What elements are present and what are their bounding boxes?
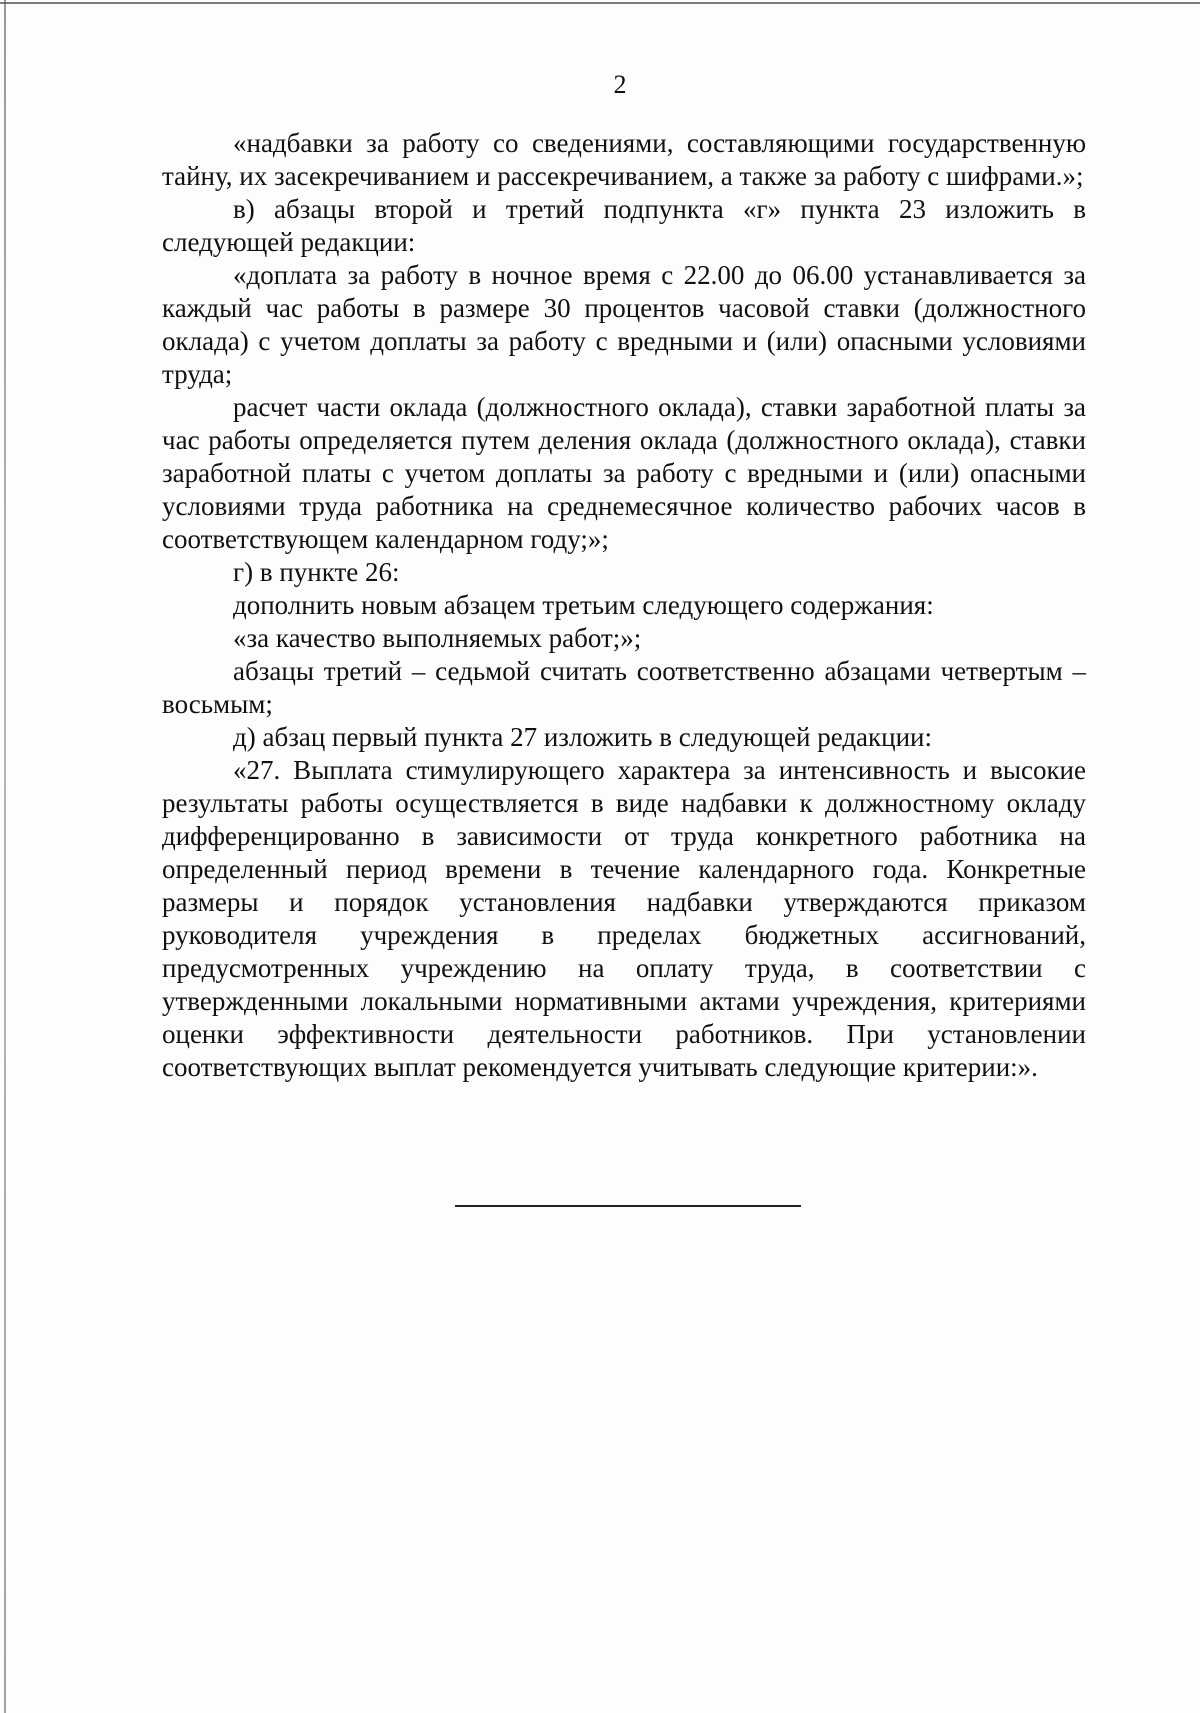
paragraph-8: абзацы третий – седьмой считать соответственно абзацами четвертым – восьмым;: [162, 656, 1086, 719]
paragraph-10: «27. Выплата стимулирующего характера за интенсивность и высокие результаты работы осуществляется в виде надбавки к должностному окладу дифференцированно в зависимости от труда конкретного работника на определенный период времени в течение календарного года. Конкретные размеры и порядок установления надбавки утверждаются приказом руководителя учреждения в пределах бюджетных ассигнований, предусмотренных учреждению на оплату труда, в соответствии с утвержденными локальными нормативными актами учреждения, критериями оценки эффективности деятельности работников. При установлении соответствующих выплат рекомендуется учитывать следующие критерии:».: [162, 755, 1086, 1082]
end-divider-line: [455, 1205, 801, 1207]
page-number: 2: [613, 70, 627, 99]
paragraph-7: «за качество выполняемых работ;»;: [233, 623, 642, 653]
paragraph-3: «доплата за работу в ночное время с 22.00 до 06.00 устанавливается за каждый час работы в размере 30 процентов часовой ставки (должностного оклада) с учетом доплаты за работу с вредными и (или) опасными условиями труда;: [162, 260, 1086, 389]
paragraph-1: «надбавки за работу со сведениями, составляющими государственную тайну, их засекречиванием и рассекречиванием, а также за работу с шифрами.»;: [162, 128, 1086, 191]
document-body: [162, 127, 1086, 1084]
scan-edge-left: [4, 0, 6, 1713]
paragraph-9: д) абзац первый пункта 27 изложить в следующей редакции:: [233, 722, 933, 752]
paragraph-5: г) в пункте 26:: [233, 557, 400, 587]
paragraph-2: в) абзацы второй и третий подпункта «г» пункта 23 изложить в следующей редакции:: [162, 194, 1086, 257]
paragraph-4: расчет части оклада (должностного оклада), ставки заработной платы за час работы определяется путем деления оклада (должностного оклада), ставки заработной платы с учетом доплаты за работу с вредными и (или) опасными условиями труда работника на среднемесячное количество рабочих часов в соответствующем календарном году;»;: [162, 392, 1086, 554]
paragraph-6: дополнить новым абзацем третьим следующего содержания:: [233, 590, 934, 620]
scan-edge-top: [0, 2, 1200, 4]
